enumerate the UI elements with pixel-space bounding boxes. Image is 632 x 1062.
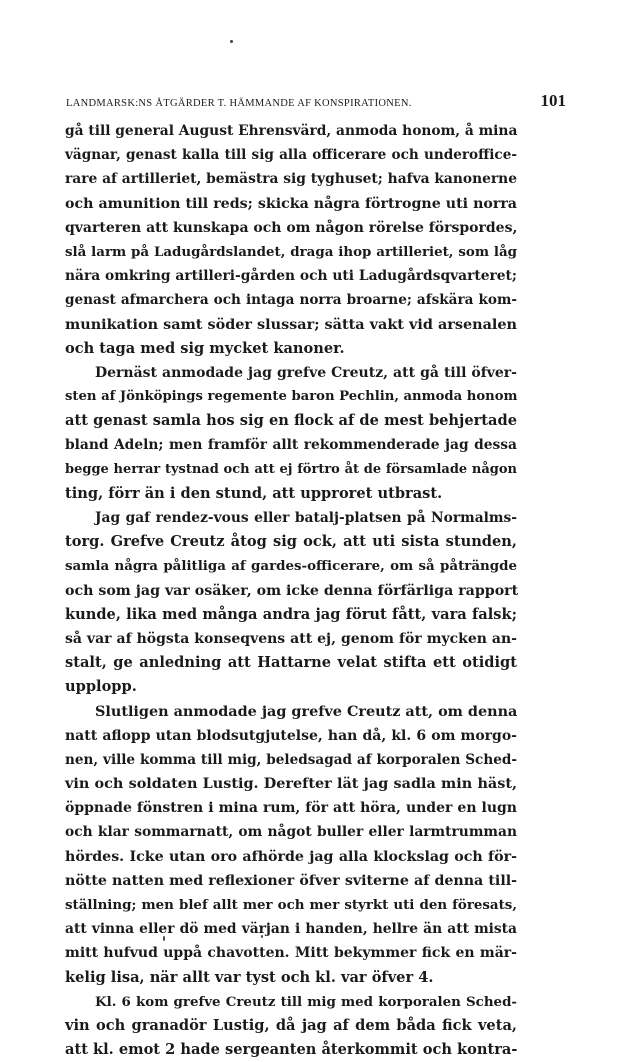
- text-line: och som jag var osäker, om icke denna förfärliga rapport: [65, 582, 519, 599]
- text-line: begge herrar tystnad och att ej förtro åt de församlade någon: [65, 461, 517, 477]
- text-line: kelig lisa, när allt var tyst och kl. var öfver 4.: [65, 968, 434, 986]
- text-line: gå till general August Ehrensvärd, anmoda honom, å mina: [65, 123, 518, 139]
- text-line: ställning; men blef allt mer och mer styrkt uti den föresats,: [65, 897, 517, 913]
- text-line: och klar sommarnatt, om något buller eller larmtrumman: [65, 824, 517, 841]
- text-line: vin och granadör Lustig, då jag af dem båda fick veta,: [65, 1016, 517, 1034]
- page-number: 101: [540, 91, 566, 110]
- text-line: att genast samla hos sig en flock af de mest behjertade: [65, 412, 517, 430]
- text-line: att vinna eller dö med värjan i handen, hellre än att mista: [65, 921, 517, 938]
- text-line: och taga med sig mycket kanoner.: [65, 339, 345, 357]
- text-line: Dernäst anmodade jag grefve Creutz, att gå till öfver-: [95, 364, 517, 381]
- text-line: att kl. emot 2 hade sergeanten återkommit och kontra-: [65, 1041, 518, 1059]
- text-line: så var af högsta konseqvens att ej, genom för mycken an-: [65, 630, 517, 647]
- text-line: nötte natten med reflexioner öfver sviterne af denna till-: [65, 872, 517, 889]
- text-line: nen, ville komma till mig, beledsagad af korporalen Sched-: [65, 751, 517, 768]
- text-line: vägnar, genast kalla till sig alla officerare och underoffice-: [65, 147, 517, 164]
- text-line: torg. Grefve Creutz åtog sig ock, att uti sista stunden,: [65, 533, 517, 551]
- text-line: stalt, ge anledning att Hattarne velat stifta ett otidigt: [65, 654, 517, 672]
- text-line: nära omkring artilleri-gården och uti Ladugårdsqvarteret;: [65, 268, 517, 285]
- text-line: munikation samt söder slussar; sätta vakt vid arsenalen: [65, 315, 517, 333]
- text-line: genast afmarchera och intaga norra broarne; afskära kom-: [65, 292, 517, 309]
- text-line: kunde, lika med många andra jag förut fått, vara falsk;: [65, 605, 517, 623]
- text-line: ting, förr än i den stund, att upproret utbrast.: [65, 484, 443, 502]
- text-line: öppnade fönstren i mina rum, för att höra, under en lugn: [65, 800, 517, 817]
- text-line: Kl. 6 kom grefve Creutz till mig med korporalen Sched-: [95, 993, 517, 1010]
- text-line: natt aflopp utan blodsutgjutelse, han då, kl. 6 om morgo-: [65, 727, 517, 744]
- running-head: LANDMARSK:NS ÅTGÄRDER T. HÄMMANDE AF KONSPIRATIONEN.: [66, 98, 412, 109]
- text-line: sten af Jönköpings regemente baron Pechlin, anmoda honom: [65, 389, 518, 405]
- page-header: [66, 91, 566, 111]
- text-line: Jag gaf rendez-vous eller batalj-platsen på Normalms-: [95, 510, 517, 526]
- text-line: och amunition till reds; skicka några förtrogne uti norra: [65, 195, 517, 212]
- text-line: upplopp.: [65, 678, 137, 696]
- text-line: slå larm på Ladugårdslandet, draga ihop artilleriet, som låg: [65, 243, 517, 260]
- text-line: vin och soldaten Lustig. Derefter lät jag sadla min häst,: [65, 775, 517, 793]
- text-line: hördes. Icke utan oro afhörde jag alla klockslag och för-: [65, 848, 517, 865]
- text-line: mitt hufvud uppå chavotten. Mitt bekymmer fick en mär-: [65, 945, 517, 962]
- text-line: bland Adeln; men framför allt rekommenderade jag dessa: [65, 437, 517, 454]
- text-line: qvarteren att kunskapa och om någon rörelse förspordes,: [65, 219, 518, 236]
- text-line: Slutligen anmodade jag grefve Creutz att, om denna: [95, 702, 518, 720]
- ink-speck: [230, 40, 233, 43]
- body-text: [65, 119, 517, 1062]
- text-line: rare af artilleriet, bemästra sig tyghuset; hafva kanonerne: [65, 171, 517, 188]
- text-line: samla några pålitliga af gardes-officerare, om så påträngde: [65, 558, 517, 575]
